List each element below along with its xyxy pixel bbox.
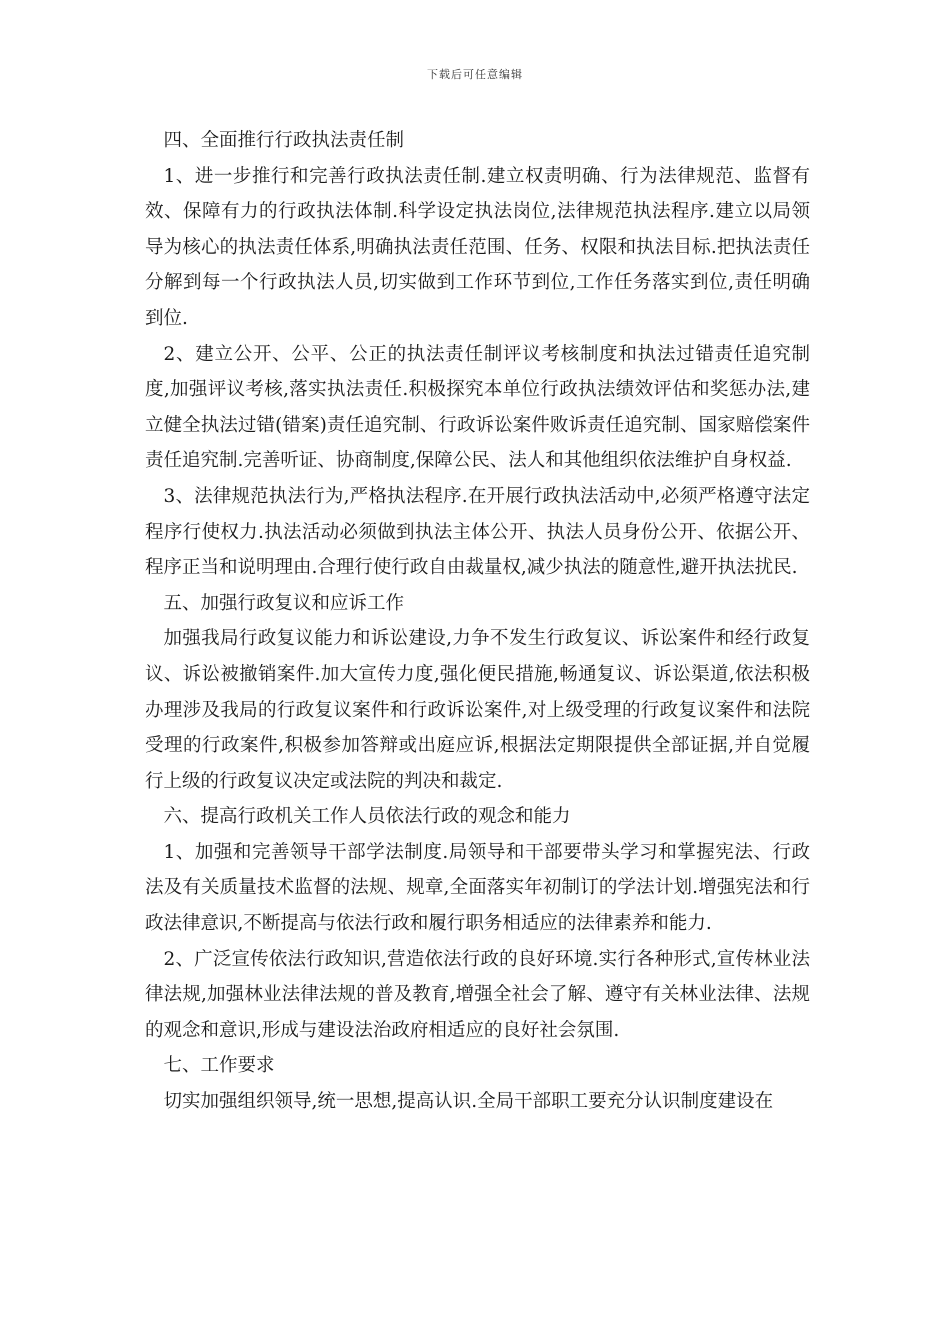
section-heading-7: 七、工作要求: [163, 1055, 275, 1077]
paragraph-4-3: 3、法律规范执法行为,严格执法程序.在开展行政执法活动中,必须严格遵守法定程序行使权力.执法活动必须做到执法主体公开、执法人员身份公开、依据公开、程序正当和说明理由.合理行使行政自由裁量权,减少执法的随意性,避开执法扰民.: [145, 485, 810, 579]
paragraph-5: 加强我局行政复议能力和诉讼建设,力争不发生行政复议、诉讼案件和经行政复议、诉讼被撤销案件.加大宣传力度,强化便民措施,畅通复议、诉讼渠道,依法积极办理涉及我局的行政复议案件和行政诉讼案件,对上级受理的行政复议案件和法院受理的行政案件,积极参加答辩或出庭应诉,根据法定期限提供全部证据,并自觉履行上级的行政复议决定或法院的判决和裁定.: [145, 628, 810, 792]
document-body: [145, 123, 810, 1120]
section-heading-4: 四、全面推行行政执法责任制: [163, 130, 405, 151]
paragraph-6-1: 1、加强和完善领导干部学法制度.局领导和干部要带头学习和掌握宪法、行政法及有关质量技术监督的法规、规章,全面落实年初制订的学法计划.增强宪法和行政法律意识,不断提高与依法行政和履行职务相适应的法律素养和能力.: [145, 841, 810, 935]
paragraph-4-1: 1、进一步推行和完善行政执法责任制.建立权责明确、行为法律规范、监督有效、保障有力的行政执法体制.科学设定执法岗位,法律规范执法程序.建立以局领导为核心的执法责任体系,明确执法责任范围、任务、权限和执法目标.把执法责任分解到每一个行政执法人员,切实做到工作环节到位,工作任务落实到位,责任明确到位.: [145, 165, 810, 329]
paragraph-7: 切实加强组织领导,统一思想,提高认识.全局干部职工要充分认识制度建设在: [163, 1091, 774, 1113]
section-heading-6: 六、提高行政机关工作人员依法行政的观念和能力: [163, 806, 571, 828]
paragraph-4-2: 2、建立公开、公平、公正的执法责任制评议考核制度和执法过错责任追究制度,加强评议考核,落实执法责任.积极探究本单位行政执法绩效评估和奖惩办法,建立健全执法过错(错案)责任追究制、行政诉讼案件败诉责任追究制、国家赔偿案件责任追究制.完善听证、协商制度,保障公民、法人和其他组织依法维护自身权益.: [145, 343, 810, 472]
page-header-note: 下载后可任意编辑: [427, 68, 523, 81]
section-heading-5: 五、加强行政复议和应诉工作: [163, 592, 405, 614]
paragraph-6-2: 2、广泛宣传依法行政知识,营造依法行政的良好环境.实行各种形式,宣传林业法律法规,加强林业法律法规的普及教育,增强全社会了解、遵守有关林业法律、法规的观念和意识,形成与建设法治政府相适应的良好社会氛围.: [145, 948, 810, 1041]
